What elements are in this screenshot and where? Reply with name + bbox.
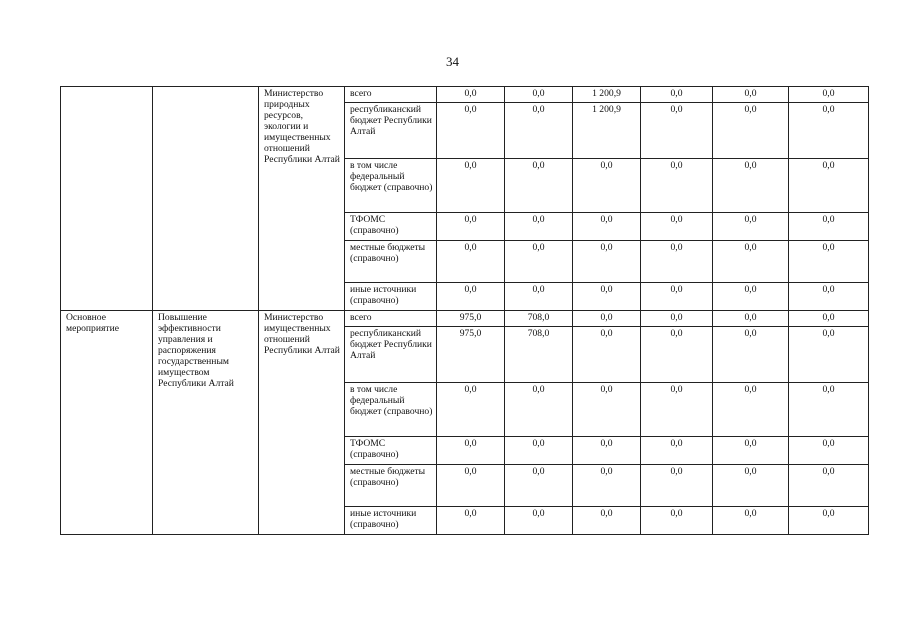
amount-cell: 0,0 [437, 241, 505, 283]
funding-source-cell: иные источники (справочно) [345, 283, 437, 311]
funding-source-cell: всего [345, 311, 437, 327]
amount-cell: 0,0 [505, 437, 573, 465]
amount-cell: 0,0 [641, 383, 713, 437]
amount-cell: 708,0 [505, 311, 573, 327]
funding-source-cell: местные бюджеты (справочно) [345, 241, 437, 283]
page-number: 34 [446, 54, 459, 69]
amount-cell: 0,0 [713, 159, 789, 213]
amount-cell: 0,0 [573, 213, 641, 241]
amount-cell: 0,0 [505, 241, 573, 283]
funding-source-cell: иные источники (справочно) [345, 507, 437, 535]
amount-cell: 0,0 [713, 327, 789, 383]
amount-cell: 0,0 [641, 507, 713, 535]
amount-cell: 0,0 [573, 327, 641, 383]
amount-cell: 708,0 [505, 327, 573, 383]
funding-source-cell: ТФОМС (справочно) [345, 213, 437, 241]
amount-cell: 0,0 [789, 241, 869, 283]
measure-name-cell [153, 87, 259, 311]
measure-name-cell: Повышение эффективности управления и распоряжения государственным имуществом Республики Алтай [153, 311, 259, 535]
funding-source-cell: ТФОМС (справочно) [345, 437, 437, 465]
funding-source-cell: республиканский бюджет Республики Алтай [345, 327, 437, 383]
amount-cell: 0,0 [437, 213, 505, 241]
amount-cell: 0,0 [713, 383, 789, 437]
amount-cell: 0,0 [641, 241, 713, 283]
amount-cell: 0,0 [713, 87, 789, 103]
amount-cell: 0,0 [713, 213, 789, 241]
amount-cell: 0,0 [713, 465, 789, 507]
amount-cell: 0,0 [713, 283, 789, 311]
amount-cell: 0,0 [505, 103, 573, 159]
amount-cell: 0,0 [789, 327, 869, 383]
funding-source-cell: в том числе федеральный бюджет (справочно) [345, 159, 437, 213]
amount-cell: 0,0 [713, 507, 789, 535]
amount-cell: 0,0 [505, 507, 573, 535]
amount-cell: 0,0 [573, 283, 641, 311]
amount-cell: 0,0 [789, 311, 869, 327]
table-row [61, 87, 869, 103]
amount-cell: 0,0 [437, 159, 505, 213]
amount-cell: 0,0 [437, 437, 505, 465]
amount-cell: 0,0 [437, 87, 505, 103]
amount-cell: 0,0 [505, 283, 573, 311]
amount-cell: 0,0 [789, 437, 869, 465]
amount-cell: 0,0 [573, 507, 641, 535]
amount-cell: 0,0 [573, 437, 641, 465]
amount-cell: 0,0 [789, 159, 869, 213]
funding-source-cell: местные бюджеты (справочно) [345, 465, 437, 507]
amount-cell: 0,0 [641, 437, 713, 465]
amount-cell: 975,0 [437, 311, 505, 327]
budget-table [60, 86, 869, 535]
measure-type-cell: Основное мероприятие [61, 311, 153, 535]
executor-cell: Министерство имущественных отношений Республики Алтай [259, 311, 345, 535]
executor-cell: Министерство природных ресурсов, экологии и имущественных отношений Республики Алтай [259, 87, 345, 311]
amount-cell: 0,0 [437, 283, 505, 311]
amount-cell: 0,0 [789, 383, 869, 437]
amount-cell: 1 200,9 [573, 103, 641, 159]
amount-cell: 0,0 [789, 213, 869, 241]
amount-cell: 0,0 [789, 103, 869, 159]
amount-cell: 0,0 [505, 383, 573, 437]
amount-cell: 0,0 [713, 311, 789, 327]
amount-cell: 0,0 [505, 213, 573, 241]
amount-cell: 0,0 [641, 465, 713, 507]
amount-cell: 0,0 [641, 283, 713, 311]
amount-cell: 0,0 [573, 383, 641, 437]
amount-cell: 0,0 [789, 87, 869, 103]
measure-type-cell [61, 87, 153, 311]
amount-cell: 0,0 [641, 213, 713, 241]
amount-cell: 975,0 [437, 327, 505, 383]
amount-cell: 0,0 [641, 103, 713, 159]
amount-cell: 0,0 [789, 465, 869, 507]
funding-source-cell: всего [345, 87, 437, 103]
amount-cell: 0,0 [713, 241, 789, 283]
amount-cell: 0,0 [505, 159, 573, 213]
amount-cell: 1 200,9 [573, 87, 641, 103]
amount-cell: 0,0 [789, 283, 869, 311]
funding-source-cell: республиканский бюджет Республики Алтай [345, 103, 437, 159]
amount-cell: 0,0 [641, 159, 713, 213]
table-row [61, 311, 869, 327]
amount-cell: 0,0 [641, 87, 713, 103]
amount-cell: 0,0 [437, 103, 505, 159]
amount-cell: 0,0 [573, 311, 641, 327]
amount-cell: 0,0 [573, 465, 641, 507]
amount-cell: 0,0 [437, 507, 505, 535]
amount-cell: 0,0 [713, 103, 789, 159]
amount-cell: 0,0 [573, 241, 641, 283]
amount-cell: 0,0 [641, 327, 713, 383]
amount-cell: 0,0 [641, 311, 713, 327]
amount-cell: 0,0 [505, 87, 573, 103]
amount-cell: 0,0 [713, 437, 789, 465]
amount-cell: 0,0 [789, 507, 869, 535]
budget-table-body [61, 87, 869, 535]
amount-cell: 0,0 [437, 383, 505, 437]
amount-cell: 0,0 [573, 159, 641, 213]
funding-source-cell: в том числе федеральный бюджет (справочно) [345, 383, 437, 437]
amount-cell: 0,0 [437, 465, 505, 507]
amount-cell: 0,0 [505, 465, 573, 507]
